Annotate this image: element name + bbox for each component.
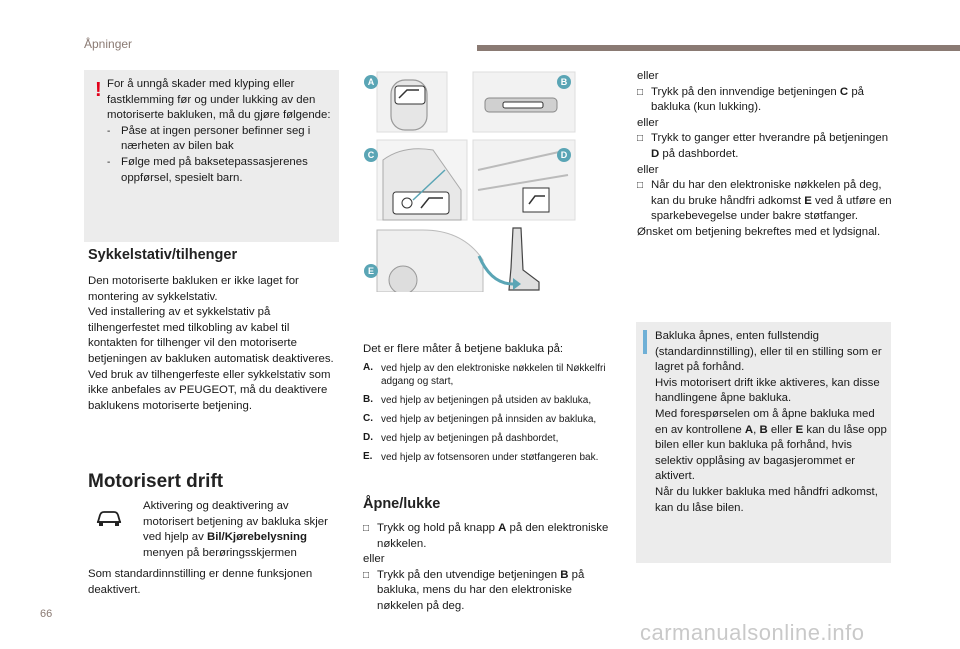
watermark: carmanualsonline.info: [640, 620, 865, 645]
list-item: B. ved hjelp av betjeningen på utsiden av bakluka,: [363, 393, 592, 406]
list-item: □ Trykk to ganger etter hverandre på betjeningen D på dashbordet.: [637, 132, 889, 160]
section-title: Åpninger: [84, 37, 133, 51]
list-item: D. ved hjelp av betjeningen på dashbordet,: [363, 431, 559, 444]
open-text-col3: eller □ Trykk på den innvendige betjeningen C på bakluka (kun lukking). eller □ Trykk to ganger etter hverandre på betjeningen D på dashbordet. eller □ Når du har den elektroniske nøkkelen på deg, kan du bruke håndfri adkomst E ved å utføre en sparkebevegelse under bakre støtfanger. Ønsket om betjening bekreftes med et lydsignal.: [637, 70, 892, 238]
page-number: 66: [40, 608, 53, 620]
list-item: □ Trykk og hold på knapp A på den elektroniske nøkkelen.: [363, 522, 609, 550]
open-title: Åpne/lukke: [363, 496, 441, 512]
list-item: C. ved hjelp av betjeningen på innsiden av bakluka,: [363, 412, 597, 425]
tailgate-illustration: [363, 70, 577, 292]
motor-default: Som standardinnstilling er denne funksjonen deaktivert.: [88, 568, 313, 596]
bike-text: Den motoriserte bakluken er ikke laget for montering av sykkelstativ. Ved installering av et sykkelstativ på tilhengerfestet med tilkobling av kabel til kontakten for tilhenger vil den motoriserte betjeningen av bakluken automatisk deaktiveres. Ved bruk av tilhengerfeste eller sykkelstativ som ikke anbefales av PEUGEOT, må du deaktivere baklukens motoriserte betjening.: [88, 275, 334, 412]
callout-badge: B: [557, 75, 571, 89]
motor-title: Motorisert drift: [88, 471, 224, 492]
ways-section: [363, 342, 625, 464]
info-text: Bakluka åpnes, enten fullstendig (standardinnstilling), eller til en stilling som er lagret på forhånd. Hvis motorisert drift ikke aktiveres, kan disse handlingene åpne bakluka. Med forespørselen om å åpne bakluka med en av kontrollene A, B eller E kan du låse opp bilen eller kun bakluka på forhånd, hvis selektiv opplåsing av bagasjerommet er aktivert. Når du lukker bakluka med håndfri adkomst, kan du låse bilen.: [655, 330, 887, 514]
warning-item: - Følge med på baksetepassasjerenes oppførsel, spesielt barn.: [107, 155, 308, 184]
callout-badge: A: [364, 75, 378, 89]
callout-badge: E: [364, 264, 378, 278]
motor-activation: Aktivering og deaktivering av motorisert betjening av bakluka skjer ved hjelp av Bil/Kjørebelysning menyen på berøringsskjermen: [143, 500, 328, 559]
bike-title: Sykkelstativ/tilhenger: [88, 247, 238, 263]
callout-badge: D: [557, 148, 571, 162]
callout-badge: C: [364, 148, 378, 162]
info-icon: [643, 330, 647, 354]
list-item: A. ved hjelp av den elektroniske nøkkelen til Nøkkelfri adgang og start,: [363, 361, 606, 387]
list-item: □ Trykk på den innvendige betjeningen C på bakluka (kun lukking).: [637, 85, 864, 114]
ways-intro: Det er flere måter å betjene bakluka på:: [363, 343, 564, 355]
warning-item: - Påse at ingen personer befinner seg i nærheten av bilen bak: [107, 124, 311, 153]
title-bar: [477, 45, 960, 51]
open-text-col2: □ Trykk og hold på knapp A på den elektroniske nøkkelen. eller □ Trykk på den utvendige betjeningen B på bakluka, mens du har den elektroniske nøkkelen på deg.: [363, 521, 618, 615]
list-item: □ Når du har den elektroniske nøkkelen på deg, kan du bruke håndfri adkomst E ved å utføre en sparkebevegelse under bakre støtfanger.: [637, 179, 892, 223]
warning-icon: !: [95, 79, 102, 101]
list-item: □ Trykk på den utvendige betjeningen B på bakluka, mens du har den elektroniske nøkkelen på deg.: [363, 568, 585, 612]
list-item: E. ved hjelp av fotsensoren under støtfangeren bak.: [363, 450, 599, 463]
warning-intro: For å unngå skader med klyping eller fastklemming før og under lukking av den motoriserte bakluken, må du gjøre følgende:: [107, 78, 331, 122]
car-settings-icon: [94, 507, 124, 529]
warning-text: [107, 77, 335, 186]
